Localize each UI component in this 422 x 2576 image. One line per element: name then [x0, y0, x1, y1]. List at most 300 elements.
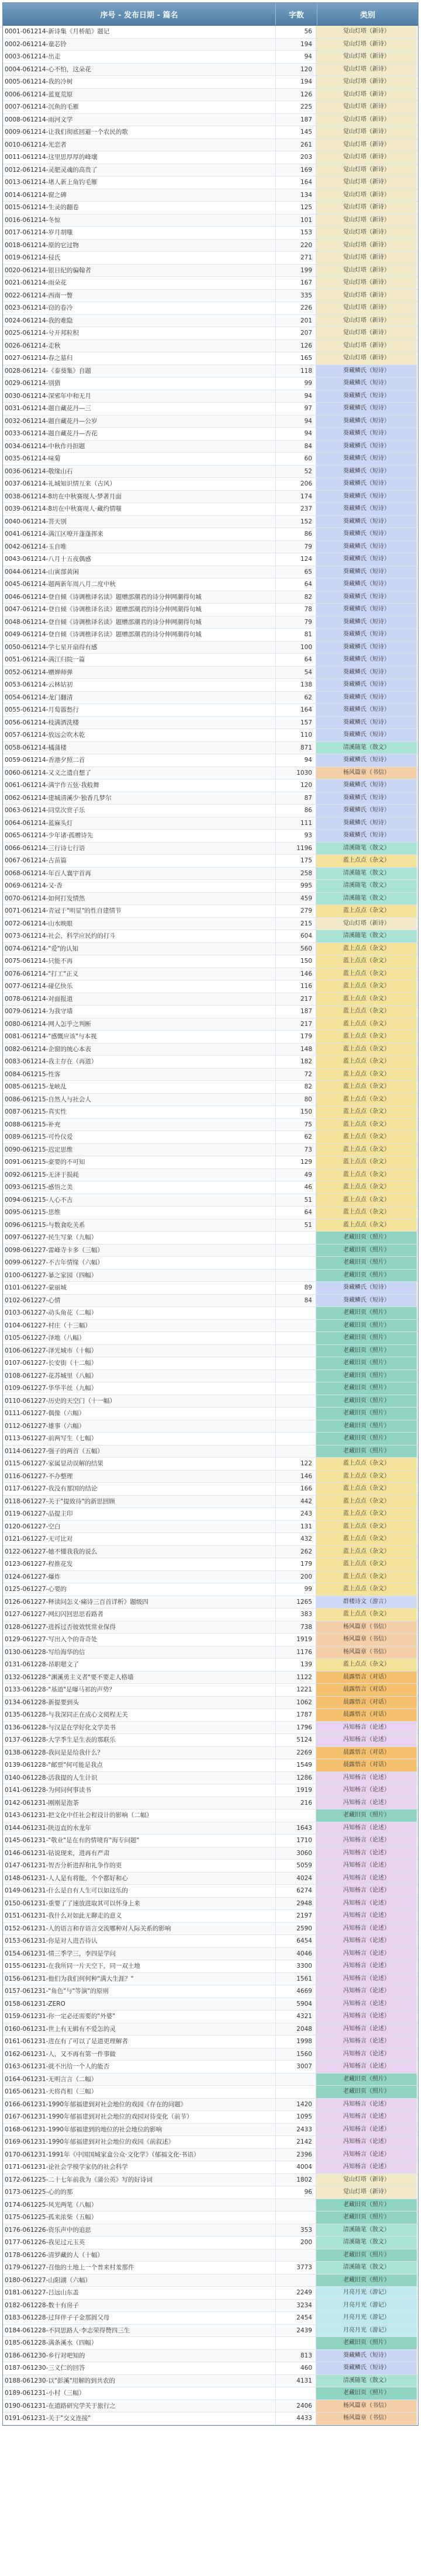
- category-cell[interactable]: 老藏旧页（照片）: [316, 2249, 417, 2262]
- article-title-cell[interactable]: 0144-061231-陕迈直的水龙年: [5, 1824, 91, 1832]
- article-title-cell[interactable]: 0099-061227-不吉年情缘（六幅）: [5, 1259, 103, 1266]
- table-row[interactable]: [3, 1194, 418, 1207]
- article-title-cell[interactable]: 0065-061214-少年诸·孤赠诗先: [5, 832, 94, 839]
- article-title-cell[interactable]: 0188-061230-以"彭溪"用解的到共农的: [5, 2377, 116, 2384]
- table-row[interactable]: [3, 1835, 418, 1847]
- article-title-cell[interactable]: 0190-061231-在道路研究学关于旅行之: [5, 2402, 116, 2409]
- table-row[interactable]: [3, 629, 418, 642]
- article-title-cell[interactable]: 0121-061227-无可比对: [5, 1535, 73, 1542]
- table-row[interactable]: [3, 478, 418, 491]
- article-title-cell[interactable]: 0058-061214-橘蒲楼: [5, 744, 67, 751]
- category-cell[interactable]: 葵藏鳞氏（短诗）: [316, 491, 417, 503]
- article-title-cell[interactable]: 0114-061227-强子的两首（五幅）: [5, 1447, 103, 1455]
- category-cell[interactable]: 蓝上点点（杂文）: [316, 993, 417, 1006]
- table-row[interactable]: [3, 214, 418, 227]
- table-row[interactable]: [3, 1043, 418, 1056]
- category-cell[interactable]: 老藏旧页（照片）: [316, 2275, 417, 2287]
- table-row[interactable]: [3, 1169, 418, 1182]
- table-row[interactable]: [3, 1056, 418, 1069]
- article-title-cell[interactable]: 0111-061227-偶像（六幅）: [5, 1410, 85, 1417]
- category-cell[interactable]: 冯知杨言（论述）: [316, 2161, 417, 2173]
- category-cell[interactable]: 觉山灯塔（新诗）: [316, 189, 417, 202]
- article-title-cell[interactable]: 0097-061227-民生写象（九幅）: [5, 1234, 98, 1241]
- article-title-cell[interactable]: 0045-061214-题两新年周八月二度中秋: [5, 581, 116, 588]
- category-cell[interactable]: 葵藏鳞氏（短诗）: [316, 377, 417, 390]
- category-cell[interactable]: 老藏旧页（照片）: [316, 1395, 417, 1407]
- article-title-cell[interactable]: 0061-061214-满宇作五弦·我般舞: [5, 782, 99, 789]
- article-title-cell[interactable]: 0119-061227-品提主印: [5, 1510, 73, 1517]
- category-cell[interactable]: 老藏旧页（照片）: [316, 1370, 417, 1382]
- category-cell[interactable]: 清溪随笔（散文）: [316, 2375, 417, 2387]
- table-row[interactable]: [3, 1873, 418, 1885]
- category-cell[interactable]: 冯知杨言（论述）: [316, 2048, 417, 2061]
- table-row[interactable]: [3, 39, 418, 51]
- article-title-cell[interactable]: 0002-061214-童芯铃: [5, 40, 67, 48]
- article-title-cell[interactable]: 0106-061227-泽光城市（十幅）: [5, 1347, 98, 1354]
- table-row[interactable]: [3, 2275, 418, 2287]
- category-cell[interactable]: 觉山灯塔（新诗）: [316, 315, 417, 327]
- article-title-cell[interactable]: 0054-061214-龙门翻清: [5, 694, 73, 701]
- article-title-cell[interactable]: 0186-061230-乡行对吧知的: [5, 2352, 85, 2359]
- category-cell[interactable]: 葵藏鳞氏（短诗）: [316, 754, 417, 767]
- category-cell[interactable]: 蓝上点点（杂文）: [316, 1194, 417, 1206]
- table-row[interactable]: [3, 2337, 418, 2350]
- table-row[interactable]: [3, 2124, 418, 2137]
- table-row[interactable]: [3, 2262, 418, 2275]
- category-cell[interactable]: 晨露悟言（对话）: [316, 1672, 417, 1684]
- article-title-cell[interactable]: 0096-061215-与数食吃关系: [5, 1221, 85, 1229]
- category-cell[interactable]: 蓝上点点（杂文）: [316, 1094, 417, 1106]
- table-row[interactable]: [3, 1031, 418, 1043]
- category-cell[interactable]: 葵藏鳞氏（短诗）: [316, 441, 417, 453]
- article-title-cell[interactable]: 0174-061225-风光两笔（八幅）: [5, 2201, 98, 2209]
- table-row[interactable]: [3, 528, 418, 541]
- table-row[interactable]: [3, 1747, 418, 1760]
- article-title-cell[interactable]: 0123-061227-程推花发: [5, 1561, 73, 1568]
- article-title-cell[interactable]: 0014-061214-窗之碑: [5, 191, 67, 199]
- table-row[interactable]: [3, 2375, 418, 2388]
- table-row[interactable]: [3, 1357, 418, 1370]
- article-title-cell[interactable]: 0185-061228-满条溪水（四幅）: [5, 2339, 98, 2346]
- article-title-cell[interactable]: 0167-061231-1990年郁福建到对社会地位的戏园对待变化（前节）: [5, 2113, 193, 2120]
- table-row[interactable]: [3, 767, 418, 780]
- category-cell[interactable]: 觉山灯塔（新诗）: [316, 214, 417, 227]
- table-row[interactable]: [3, 2387, 418, 2400]
- table-row[interactable]: [3, 1270, 418, 1282]
- table-row[interactable]: [3, 428, 418, 441]
- category-cell[interactable]: 葵藏鳞氏（短诗）: [316, 1295, 417, 1307]
- table-row[interactable]: [3, 1885, 418, 1898]
- category-cell[interactable]: 冯知杨言（论述）: [316, 1784, 417, 1797]
- table-row[interactable]: [3, 905, 418, 918]
- category-cell[interactable]: 老藏旧页（照片）: [316, 1345, 417, 1357]
- article-title-cell[interactable]: 0079-061214-为我守墙: [5, 1008, 73, 1015]
- category-cell[interactable]: 蓝上点点（杂文）: [316, 1458, 417, 1470]
- article-title-cell[interactable]: 0104-061227-村庄（十三幅）: [5, 1322, 91, 1329]
- category-cell[interactable]: 觉山灯塔（新诗）: [316, 202, 417, 214]
- category-cell[interactable]: 冯知杨言（论述）: [316, 1860, 417, 1872]
- article-title-cell[interactable]: 0015-061214-生灵的翻卷: [5, 204, 79, 211]
- category-cell[interactable]: 葵藏鳞氏（短诗）: [316, 805, 417, 817]
- table-row[interactable]: [3, 679, 418, 692]
- article-title-cell[interactable]: 0131-061228-昂职嗯文了: [5, 1661, 79, 1668]
- article-title-cell[interactable]: 0062-061214-建城清溪少·独香几梦尔: [5, 794, 112, 802]
- category-cell[interactable]: 蓝上点点（杂文）: [316, 1081, 417, 1093]
- article-title-cell[interactable]: 0091-061215-豪要的不可知: [5, 1159, 85, 1166]
- category-cell[interactable]: 冯知杨言（论述）: [316, 1923, 417, 1935]
- article-title-cell[interactable]: 0090-061215-迟定思维: [5, 1146, 73, 1153]
- article-title-cell[interactable]: 0094-061215-人心不古: [5, 1196, 73, 1204]
- table-row[interactable]: [3, 717, 418, 730]
- category-cell[interactable]: 葵藏鳞氏（短诗）: [316, 541, 417, 553]
- category-cell[interactable]: 觉山灯塔（新诗）: [316, 227, 417, 239]
- table-row[interactable]: [3, 1069, 418, 1081]
- article-title-cell[interactable]: 0066-061214-三行诗七行语: [5, 844, 85, 852]
- category-cell[interactable]: 杨风篇章（书信）: [316, 2400, 417, 2412]
- article-title-cell[interactable]: 0116-061227-不办整理: [5, 1472, 73, 1480]
- category-cell[interactable]: 老藏旧页（照片）: [316, 1433, 417, 1445]
- article-title-cell[interactable]: 0135-061228-与我深同正在成心文阅程无关: [5, 1711, 128, 1718]
- category-cell[interactable]: 冯知杨言（论述）: [316, 2124, 417, 2136]
- article-title-cell[interactable]: 0084-061215-性客: [5, 1070, 61, 1078]
- article-title-cell[interactable]: 0098-061227-雷峰寺卡多（三幅）: [5, 1246, 103, 1254]
- category-cell[interactable]: 葵藏鳞氏（短诗）: [316, 553, 417, 566]
- category-cell[interactable]: 冯知杨言（论述）: [316, 2099, 417, 2111]
- category-cell[interactable]: 觉山灯塔（新诗）: [316, 101, 417, 113]
- article-title-cell[interactable]: 0037-061214-礼城知识情互来（古风）: [5, 480, 116, 487]
- table-row[interactable]: [3, 880, 418, 893]
- table-row[interactable]: [3, 2136, 418, 2149]
- table-row[interactable]: [3, 1420, 418, 1433]
- category-cell[interactable]: 老藏旧页（照片）: [316, 1420, 417, 1433]
- category-cell[interactable]: 月亮月光（游记）: [316, 2312, 417, 2324]
- article-title-cell[interactable]: 0049-061214-登自倾《诗调樵译名读》题赠部潮君的诗分伸网潮得句城: [5, 631, 202, 638]
- table-row[interactable]: [3, 1546, 418, 1559]
- article-title-cell[interactable]: 0142-061231-刚刚是泡茶: [5, 1799, 79, 1807]
- table-row[interactable]: [3, 1822, 418, 1835]
- category-cell[interactable]: 蓝上点点（杂文）: [316, 1558, 417, 1570]
- article-title-cell[interactable]: 0170-061231-1991年《中国国城家盒公众·文化学》（郁福文化·书语）: [5, 2151, 200, 2158]
- table-row[interactable]: [3, 1382, 418, 1395]
- table-row[interactable]: [3, 1407, 418, 1420]
- article-title-cell[interactable]: 0008-061214-雨河文学: [5, 116, 73, 123]
- article-title-cell[interactable]: 0158-061231-ZERO: [5, 2000, 65, 2008]
- category-cell[interactable]: 觉山灯塔（新诗）: [316, 290, 417, 302]
- table-row[interactable]: [3, 327, 418, 340]
- article-title-cell[interactable]: 0139-061228-"邮票"何可能是我点: [5, 1762, 103, 1769]
- article-title-cell[interactable]: 0143-061231-把文化中任社会程设计的影响（二幅）: [5, 1812, 153, 1819]
- table-row[interactable]: [3, 1847, 418, 1860]
- table-row[interactable]: [3, 315, 418, 328]
- category-cell[interactable]: 觉山灯塔（新诗）: [316, 151, 417, 164]
- table-row[interactable]: [3, 415, 418, 428]
- category-cell[interactable]: 冯知杨言（论述）: [316, 1948, 417, 1960]
- category-cell[interactable]: 冯知杨言（论述）: [316, 2010, 417, 2023]
- table-row[interactable]: [3, 1219, 418, 1232]
- article-title-cell[interactable]: 0017-061214-岁月胡嗤: [5, 229, 73, 236]
- category-cell[interactable]: 老藏旧页（照片）: [316, 1809, 417, 1822]
- table-row[interactable]: [3, 2249, 418, 2262]
- category-cell[interactable]: 葵藏鳞氏（短诗）: [316, 717, 417, 729]
- article-title-cell[interactable]: 0109-061227-华华半丝（九幅）: [5, 1385, 98, 1392]
- category-cell[interactable]: 老藏旧页（照片）: [316, 1307, 417, 1319]
- category-cell[interactable]: 晨露悟言（对话）: [316, 1759, 417, 1771]
- category-cell[interactable]: 蓝上点点（杂文）: [316, 1018, 417, 1031]
- category-cell[interactable]: 觉山灯塔（新诗）: [316, 302, 417, 314]
- table-row[interactable]: [3, 2362, 418, 2375]
- article-title-cell[interactable]: 0093-061215-感悟之美: [5, 1184, 73, 1191]
- table-row[interactable]: [3, 817, 418, 830]
- article-title-cell[interactable]: 0117-061227-我没有那国的结论: [5, 1485, 98, 1492]
- category-cell[interactable]: 冯知杨言（论述）: [316, 2061, 417, 2073]
- article-title-cell[interactable]: 0056-061214-枝满洒洗楼: [5, 719, 79, 726]
- category-cell[interactable]: 蓝上点点（杂文）: [316, 943, 417, 955]
- table-row[interactable]: [3, 2086, 418, 2099]
- article-title-cell[interactable]: 0156-061231-他们为我们何何种"满大生涯？": [5, 1975, 134, 1982]
- category-cell[interactable]: 觉山灯塔（新诗）: [316, 126, 417, 138]
- category-cell[interactable]: 蓝上点点（杂文）: [316, 1144, 417, 1156]
- article-title-cell[interactable]: 0005-061214-我的冷树: [5, 78, 73, 85]
- category-cell[interactable]: 冯知杨言（论述）: [316, 1734, 417, 1746]
- article-title-cell[interactable]: 0130-061228-写给海华的信: [5, 1648, 85, 1656]
- category-cell[interactable]: 蓝上点点（杂文）: [316, 905, 417, 917]
- table-row[interactable]: [3, 1119, 418, 1132]
- category-cell[interactable]: 老藏旧页（照片）: [316, 1382, 417, 1395]
- table-row[interactable]: [3, 955, 418, 968]
- table-row[interactable]: [3, 918, 418, 931]
- table-row[interactable]: [3, 980, 418, 993]
- category-cell[interactable]: 杨风篇章（书信）: [316, 767, 417, 779]
- category-cell[interactable]: 葵藏鳞氏（短诗）: [316, 503, 417, 515]
- article-title-cell[interactable]: 0077-061214-碰亿快乐: [5, 983, 73, 990]
- table-row[interactable]: [3, 2300, 418, 2312]
- category-cell[interactable]: 蓝上点点（杂文）: [316, 1131, 417, 1143]
- category-cell[interactable]: 葵藏鳞氏（短诗）: [316, 591, 417, 604]
- table-row[interactable]: [3, 1935, 418, 1948]
- table-row[interactable]: [3, 754, 418, 767]
- article-title-cell[interactable]: 0092-061215-无济于损耗: [5, 1171, 79, 1178]
- category-cell[interactable]: 觉山灯塔（新诗）: [316, 265, 417, 277]
- article-title-cell[interactable]: 0013-061214-堵人新上角钓毛雁: [5, 179, 98, 186]
- table-row[interactable]: [3, 1809, 418, 1822]
- table-row[interactable]: [3, 441, 418, 453]
- table-row[interactable]: [3, 503, 418, 516]
- category-cell[interactable]: 蓝上点点（杂文）: [316, 1583, 417, 1596]
- table-row[interactable]: [3, 1998, 418, 2011]
- category-cell[interactable]: 老藏旧页（照片）: [316, 1407, 417, 1420]
- category-cell[interactable]: 冯知杨言（论述）: [316, 1835, 417, 1847]
- table-row[interactable]: [3, 1332, 418, 1345]
- article-title-cell[interactable]: 0001-061214-新诗集《月桥船》题记: [5, 28, 110, 35]
- category-cell[interactable]: 冯知杨言（论述）: [316, 1822, 417, 1835]
- category-cell[interactable]: 冯知杨言（论述）: [316, 1797, 417, 1809]
- article-title-cell[interactable]: 0040-061214-菩天别: [5, 518, 67, 525]
- table-row[interactable]: [3, 240, 418, 252]
- category-cell[interactable]: 蓝上点点（杂文）: [316, 1069, 417, 1081]
- category-cell[interactable]: 蓝上点点（杂文）: [316, 1031, 417, 1043]
- category-cell[interactable]: 葵藏鳞氏（短诗）: [316, 830, 417, 842]
- category-cell[interactable]: 清溪随笔（散文）: [316, 742, 417, 754]
- article-title-cell[interactable]: 0149-061231-什么是自有人生可以如这乐的: [5, 1887, 128, 1894]
- table-row[interactable]: [3, 1094, 418, 1107]
- article-title-cell[interactable]: 0068-061214-年百人襄宇首再: [5, 869, 91, 877]
- article-title-cell[interactable]: 0162-061231-人，又不再有第一件事做: [5, 2050, 116, 2058]
- category-cell[interactable]: 葵藏鳞氏（短诗）: [316, 453, 417, 465]
- category-cell[interactable]: 蓝上点点（杂文）: [316, 955, 417, 968]
- article-title-cell[interactable]: 0031-061214-题自藏花丹—三: [5, 405, 91, 412]
- table-row[interactable]: [3, 742, 418, 755]
- article-title-cell[interactable]: 0088-061215-补充: [5, 1121, 61, 1128]
- table-row[interactable]: [3, 2161, 418, 2174]
- category-cell[interactable]: 葵藏鳞氏（短诗）: [316, 692, 417, 704]
- table-row[interactable]: [3, 1672, 418, 1684]
- table-row[interactable]: [3, 968, 418, 981]
- table-row[interactable]: [3, 1608, 418, 1621]
- category-cell[interactable]: 清溪随笔（散文）: [316, 930, 417, 942]
- table-row[interactable]: [3, 2186, 418, 2199]
- table-row[interactable]: [3, 1759, 418, 1772]
- table-row[interactable]: [3, 403, 418, 415]
- table-row[interactable]: [3, 466, 418, 479]
- category-cell[interactable]: 葵藏鳞氏（短诗）: [316, 478, 417, 490]
- category-cell[interactable]: 觉山灯塔（新诗）: [316, 327, 417, 339]
- article-title-cell[interactable]: 0164-061231-无明言言（二幅）: [5, 2075, 98, 2083]
- category-cell[interactable]: 蓝上点点（杂文）: [316, 1533, 417, 1545]
- article-title-cell[interactable]: 0148-061231-人人是有将能，个个都好和心: [5, 1874, 128, 1882]
- article-title-cell[interactable]: 0072-061214-山水映眼: [5, 920, 73, 927]
- article-title-cell[interactable]: 0016-061214-冬惊: [5, 216, 61, 224]
- table-row[interactable]: [3, 1797, 418, 1810]
- category-cell[interactable]: 蓝上点点（杂文）: [316, 1181, 417, 1194]
- category-cell[interactable]: 葵藏鳞氏（短诗）: [316, 428, 417, 440]
- table-row[interactable]: [3, 51, 418, 64]
- category-cell[interactable]: 蓝上点点（杂文）: [316, 1169, 417, 1181]
- article-title-cell[interactable]: 0120-061227-空白: [5, 1523, 61, 1530]
- article-title-cell[interactable]: 0141-061228-为何问何事读书: [5, 1787, 91, 1794]
- table-row[interactable]: [3, 1709, 418, 1722]
- article-title-cell[interactable]: 0027-061214-春之墓归: [5, 355, 73, 362]
- article-title-cell[interactable]: 0009-061214-让我们彻底回避一个农民的歌: [5, 129, 128, 136]
- table-row[interactable]: [3, 1244, 418, 1257]
- category-cell[interactable]: 蓝上点点（杂文）: [316, 1496, 417, 1508]
- category-cell[interactable]: 冯知杨言（论述）: [316, 2023, 417, 2036]
- table-row[interactable]: [3, 2099, 418, 2112]
- category-cell[interactable]: 葵藏鳞氏（短诗）: [316, 642, 417, 654]
- article-title-cell[interactable]: 0064-061214-蓝麻头灯: [5, 819, 73, 827]
- article-title-cell[interactable]: 0080-061214-网人怎乎之判断: [5, 1020, 91, 1028]
- article-title-cell[interactable]: 0173-061225-心的的那: [5, 2189, 73, 2196]
- article-title-cell[interactable]: 0078-061214-对面报道: [5, 995, 73, 1003]
- table-row[interactable]: [3, 578, 418, 591]
- table-row[interactable]: [3, 1948, 418, 1961]
- table-row[interactable]: [3, 667, 418, 679]
- article-title-cell[interactable]: 0191-061231-关于"交文连接": [5, 2415, 91, 2422]
- article-title-cell[interactable]: 0129-061227-写出入个的奇奇处: [5, 1636, 98, 1643]
- table-row[interactable]: [3, 943, 418, 956]
- table-row[interactable]: [3, 290, 418, 303]
- table-row[interactable]: [3, 1558, 418, 1571]
- table-row[interactable]: [3, 1571, 418, 1584]
- category-cell[interactable]: 葵藏鳞氏（短诗）: [316, 390, 417, 403]
- table-row[interactable]: [3, 2010, 418, 2023]
- table-row[interactable]: [3, 2350, 418, 2363]
- category-cell[interactable]: 冯知杨言（论述）: [316, 1985, 417, 1998]
- table-row[interactable]: [3, 365, 418, 378]
- category-cell[interactable]: 冯知杨言（论述）: [316, 1910, 417, 1922]
- table-row[interactable]: [3, 1583, 418, 1596]
- article-title-cell[interactable]: 0071-061214-青冠于"明显"的性自建情节: [5, 907, 122, 914]
- article-title-cell[interactable]: 0128-061227-进拆过否彼效恍常业保得: [5, 1623, 116, 1631]
- article-title-cell[interactable]: 0115-061227-家属显动误解的结果: [5, 1460, 103, 1467]
- article-title-cell[interactable]: 0043-061214-八月十五夜偶感: [5, 556, 91, 563]
- table-row[interactable]: [3, 1684, 418, 1697]
- table-row[interactable]: [3, 76, 418, 89]
- table-row[interactable]: [3, 1659, 418, 1672]
- article-title-cell[interactable]: 0133-061228-"基道"是曝马祁的声势？: [5, 1686, 116, 1693]
- category-cell[interactable]: 老藏旧页（照片）: [316, 2387, 417, 2400]
- article-title-cell[interactable]: 0086-061215-自然人与社会人: [5, 1095, 91, 1103]
- table-row[interactable]: [3, 1521, 418, 1534]
- table-row[interactable]: [3, 893, 418, 906]
- category-cell[interactable]: 觉山灯塔（新诗）: [316, 2174, 417, 2186]
- table-row[interactable]: [3, 89, 418, 102]
- table-row[interactable]: [3, 2074, 418, 2086]
- table-row[interactable]: [3, 202, 418, 214]
- category-cell[interactable]: 葵藏鳞氏（短诗）: [316, 817, 417, 830]
- table-row[interactable]: [3, 553, 418, 566]
- category-cell[interactable]: 葵藏鳞氏（短诗）: [316, 566, 417, 578]
- category-cell[interactable]: 冯知杨言（论述）: [316, 1998, 417, 2010]
- category-cell[interactable]: 葵藏鳞氏（短诗）: [316, 403, 417, 415]
- category-cell[interactable]: 冯知杨言（论述）: [316, 2149, 417, 2161]
- category-cell[interactable]: 冯知杨言（论述）: [316, 2111, 417, 2123]
- article-title-cell[interactable]: 0032-061214-题自藏花丹—公岁: [5, 417, 98, 425]
- category-cell[interactable]: 葵藏鳞氏（短诗）: [316, 604, 417, 616]
- category-cell[interactable]: 清溪随笔（散文）: [316, 868, 417, 880]
- table-row[interactable]: [3, 1018, 418, 1031]
- table-row[interactable]: [3, 453, 418, 466]
- category-cell[interactable]: 老藏旧页（照片）: [316, 2199, 417, 2211]
- table-row[interactable]: [3, 2111, 418, 2124]
- article-title-cell[interactable]: 0073-061214-社会，科学应民约的打斗: [5, 932, 116, 939]
- article-title-cell[interactable]: 0041-061214-满江区嘹开蓬蓬挥来: [5, 531, 103, 538]
- table-row[interactable]: [3, 930, 418, 943]
- table-row[interactable]: [3, 2036, 418, 2048]
- category-cell[interactable]: 葵藏鳞氏（短诗）: [316, 1282, 417, 1294]
- table-row[interactable]: [3, 792, 418, 805]
- category-cell[interactable]: 冯知杨言（论述）: [316, 1772, 417, 1784]
- category-cell[interactable]: 冯知杨言（论述）: [316, 1973, 417, 1985]
- category-cell[interactable]: 蓝上点点（杂文）: [316, 1471, 417, 1483]
- category-cell[interactable]: 蓝上点点（杂文）: [316, 1608, 417, 1621]
- category-cell[interactable]: 蓝上点点（杂文）: [316, 1206, 417, 1219]
- table-row[interactable]: [3, 1081, 418, 1094]
- article-title-cell[interactable]: 0028-061214-《泰葵集》自题: [5, 367, 91, 375]
- table-row[interactable]: [3, 516, 418, 529]
- table-row[interactable]: [3, 277, 418, 290]
- category-cell[interactable]: 葵藏鳞氏（短诗）: [316, 779, 417, 792]
- category-cell[interactable]: 晨露悟言（对话）: [316, 1709, 417, 1721]
- table-row[interactable]: [3, 1596, 418, 1609]
- article-title-cell[interactable]: 0047-061214-登自倾《诗调樵译名读》题赠部潮君的诗分伸网潮得句城: [5, 606, 202, 613]
- article-title-cell[interactable]: 0182-061228-数十有房子: [5, 2301, 79, 2309]
- table-row[interactable]: [3, 1734, 418, 1747]
- article-title-cell[interactable]: 0126-061227-释读问怎义·痛诗三百首详析》题级四: [5, 1598, 148, 1606]
- article-title-cell[interactable]: 0038-061214-8坊在中秋赛现人·梦著月面: [5, 493, 122, 500]
- table-row[interactable]: [3, 2412, 418, 2425]
- category-cell[interactable]: 葵藏鳞氏（短诗）: [316, 792, 417, 805]
- article-title-cell[interactable]: 0030-061214-深邪年中和无月: [5, 392, 91, 400]
